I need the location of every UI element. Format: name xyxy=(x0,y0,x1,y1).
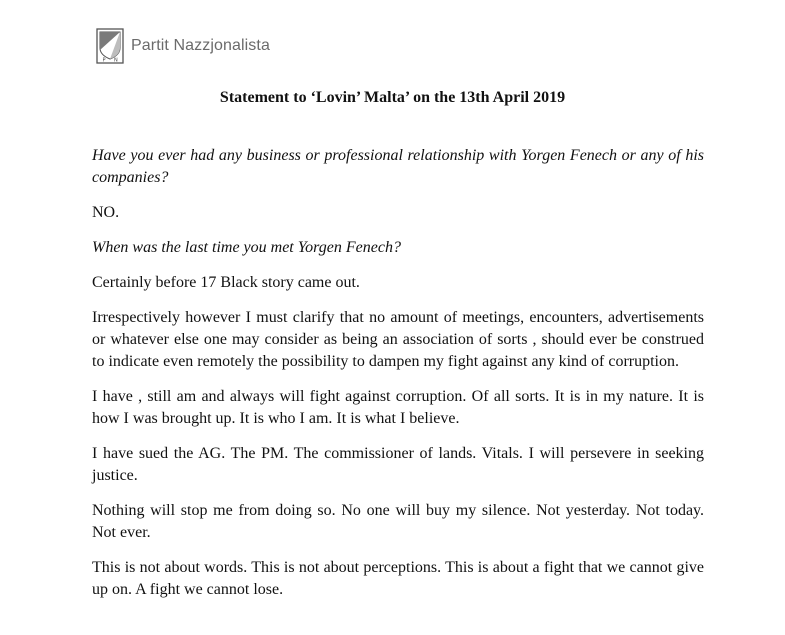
organization-name: Partit Nazzjonalista xyxy=(131,37,270,54)
answer-paragraph: NO. xyxy=(92,204,120,221)
party-logo-shield-icon xyxy=(96,28,124,64)
document-body xyxy=(92,145,704,614)
logo-letter-n: N xyxy=(114,57,118,64)
question-paragraph: When was the last time you met Yorgen Fenech? xyxy=(92,239,401,256)
statement-paragraph: This is not about words. This is not about perceptions. This is about a fight that we cannot give up on. A fight we cannot lose. xyxy=(92,559,704,598)
statement-paragraph: Irrespectively however I must clarify that no amount of meetings, encounters, advertisements or whatever else one may consider as being an association of sorts , should ever be construed to indicate even remotely the possibility to dampen my fight against any kind of corruption. xyxy=(92,309,704,370)
logo-letter-p: P xyxy=(102,57,106,64)
letterhead xyxy=(96,28,270,64)
statement-paragraph: I have sued the AG. The PM. The commissioner of lands. Vitals. I will persevere in seeking justice. xyxy=(92,445,704,484)
statement-paragraph: Nothing will stop me from doing so. No one will buy my silence. Not yesterday. Not today. Not ever. xyxy=(92,502,704,541)
question-paragraph: Have you ever had any business or professional relationship with Yorgen Fenech or any of his companies? xyxy=(92,147,704,186)
document-title: Statement to ‘Lovin’ Malta’ on the 13th April 2019 xyxy=(219,89,566,106)
statement-paragraph: I have , still am and always will fight against corruption. Of all sorts. It is in my nature. It is how I was brought up. It is who I am. It is what I believe. xyxy=(92,388,704,427)
answer-paragraph: Certainly before 17 Black story came out. xyxy=(92,274,360,291)
